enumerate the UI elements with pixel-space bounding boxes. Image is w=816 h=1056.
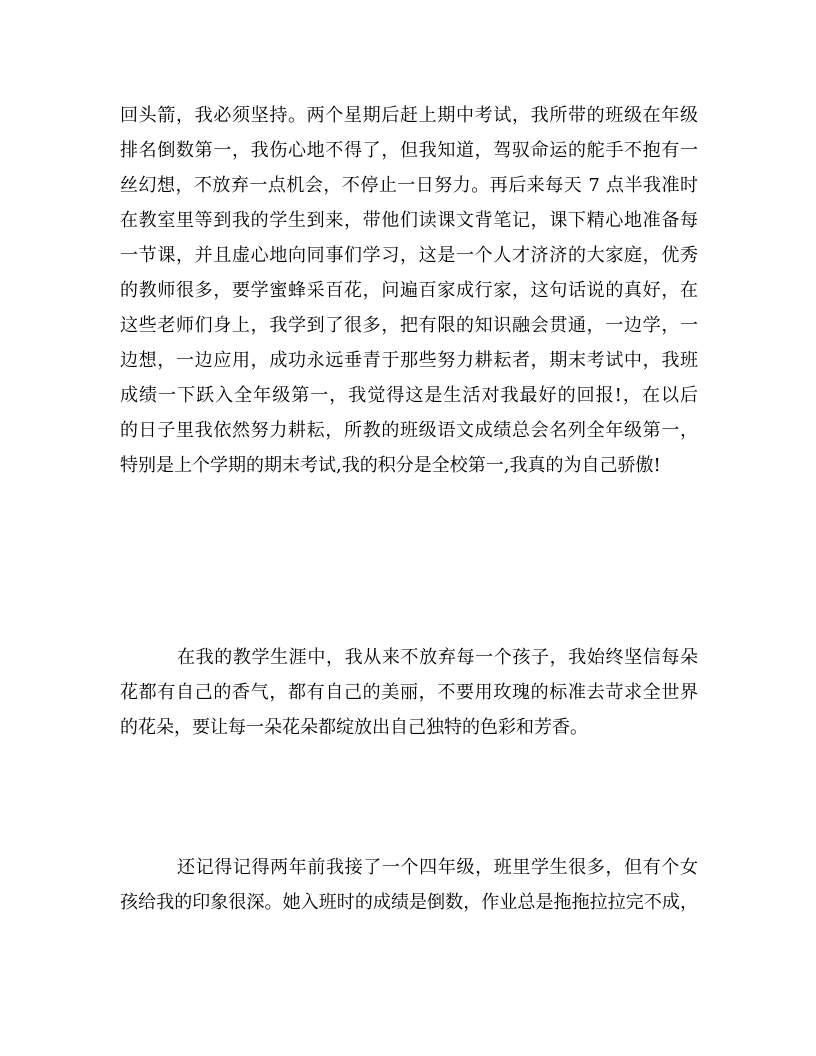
paragraph-line: 的花朵，要让每一朵花朵都绽放出自己独特的色彩和芳香。 bbox=[120, 717, 588, 738]
paragraph-line: 在我的教学生涯中，我从来不放弃每一个孩子，我始终坚信每朵 bbox=[177, 647, 698, 668]
paragraph-line: 的日子里我依然努力耕耘，所教的班级语文成绩总会名列全年级第一， bbox=[120, 420, 698, 441]
paragraph-line: 这些老师们身上，我学到了很多，把有限的知识融会贯通，一边学，一 bbox=[120, 315, 698, 336]
paragraph-line: 的教师很多，要学蜜蜂采百花，问遍百家成行家，这句话说的真好，在 bbox=[120, 280, 698, 301]
paragraph-line: 还记得记得两年前我接了一个四年级，班里学生很多，但有个女 bbox=[177, 857, 698, 878]
paragraph-line: 特别是上个学期的期末考试,我的积分是全校第一,我真的为自己骄傲! bbox=[120, 455, 661, 476]
paragraph-1 bbox=[120, 98, 698, 483]
paragraph-line: 排名倒数第一，我伤心地不得了，但我知道，驾驭命运的舵手不抱有一 bbox=[120, 140, 698, 161]
paragraph-line: 边想，一边应用，成功永远垂青于那些努力耕耘者，期末考试中，我班 bbox=[120, 350, 698, 371]
paragraph-line: 丝幻想，不放弃一点机会，不停止一日努力。再后来每天 7 点半我准时 bbox=[120, 175, 698, 196]
paragraph-3 bbox=[120, 850, 698, 920]
paragraph-line: 一节课，并且虚心地向同事们学习，这是一个人才济济的大家庭，优秀 bbox=[120, 245, 698, 266]
paragraph-line: 花都有自己的香气，都有自己的美丽，不要用玫瑰的标准去苛求全世界 bbox=[120, 682, 698, 703]
paragraph-line: 成绩一下跃入全年级第一，我觉得这是生活对我最好的回报!，在以后 bbox=[120, 385, 698, 406]
paragraph-line: 在教室里等到我的学生到来，带他们读课文背笔记，课下精心地准备每 bbox=[120, 210, 698, 231]
paragraph-line: 孩给我的印象很深。她入班时的成绩是倒数，作业总是拖拖拉拉完不成， bbox=[120, 892, 698, 913]
paragraph-line: 回头箭，我必须坚持。两个星期后赶上期中考试，我所带的班级在年级 bbox=[120, 105, 698, 126]
paragraph-2 bbox=[120, 640, 698, 745]
